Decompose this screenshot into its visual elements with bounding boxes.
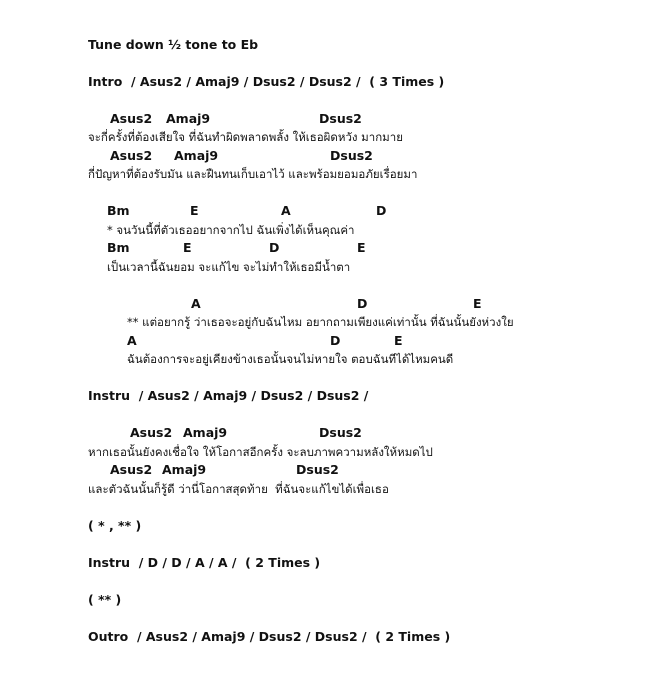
lyric-line: ** แต่อยากรู้ ว่าเธอจะอยู่กับฉันไหม อยากถามเพียงแค่เท่านั้น ที่ฉันนั้นยังห่วงใย <box>127 315 514 329</box>
chord: A <box>191 296 201 311</box>
lyric-line: เป็นเวลานี้ฉันยอม จะแก้ไข จะไม่ทำให้เธอมีน้ำตา <box>107 260 351 274</box>
chord: Dsus2 <box>319 425 362 440</box>
chord: Dsus2 <box>296 462 339 477</box>
lyric-line: * จนวันนี้ที่ตัวเธออยากจากไป ฉันเพิ่งได้เห็นคุณค่า <box>107 223 355 237</box>
repeat-instruction: ( ** ) <box>88 592 122 607</box>
intro-progression: Intro / Asus2 / Amaj9 / Dsus2 / Dsus2 / ( 3 Times ) <box>88 74 445 89</box>
repeat-instruction: ( * , ** ) <box>88 518 142 533</box>
outro-progression: Outro / Asus2 / Amaj9 / Dsus2 / Dsus2 / ( 2 Times ) <box>88 629 451 644</box>
chord: Asus2 <box>130 425 173 440</box>
chord: Asus2 <box>110 148 153 163</box>
chord: Asus2 <box>110 111 153 126</box>
chord: E <box>357 240 366 255</box>
chord: Dsus2 <box>330 148 373 163</box>
instrumental-progression: Instru / D / D / A / A / ( 2 Times ) <box>88 555 321 570</box>
tuning-note: Tune down ½ tone to Eb <box>88 37 259 52</box>
chord: D <box>357 296 368 311</box>
lyric-line: หากเธอนั้นยังคงเชื่อใจ ให้โอกาสอีกครั้ง จะลบภาพความหลังให้หมดไป <box>88 445 433 459</box>
chord: Amaj9 <box>162 462 207 477</box>
chord: D <box>269 240 280 255</box>
chord: Asus2 <box>110 462 153 477</box>
chord: A <box>127 333 137 348</box>
chord: Dsus2 <box>319 111 362 126</box>
chord: A <box>281 203 291 218</box>
chord: E <box>473 296 482 311</box>
lyric-line: และตัวฉันนั้นก็รู้ดี ว่านี่โอกาสสุดท้าย ที่ฉันจะแก้ไขได้เพื่อเธอ <box>88 482 389 496</box>
instrumental-progression: Instru / Asus2 / Amaj9 / Dsus2 / Dsus2 / <box>88 388 369 403</box>
chord: Amaj9 <box>166 111 211 126</box>
chord: Bm <box>107 203 130 218</box>
lyric-line: กี่ปัญหาที่ต้องรับมัน และฝืนทนเก็บเอาไว้ และพร้อมยอมอภัยเรื่อยมา <box>88 167 418 181</box>
chord: E <box>183 240 192 255</box>
chord: Amaj9 <box>174 148 219 163</box>
chord: D <box>330 333 341 348</box>
lyric-line: จะกี่ครั้งที่ต้องเสียใจ ที่ฉันทำผิดพลาดพลั้ง ให้เธอผิดหวัง มากมาย <box>88 130 403 144</box>
lyric-line: ฉันต้องการจะอยู่เคียงข้างเธอนั้นจนไม่หายใจ ตอบฉันทีได้ไหมคนดี <box>127 352 454 366</box>
chord: Bm <box>107 240 130 255</box>
chord: Amaj9 <box>183 425 228 440</box>
chord: D <box>376 203 387 218</box>
chord: E <box>190 203 199 218</box>
chord: E <box>394 333 403 348</box>
